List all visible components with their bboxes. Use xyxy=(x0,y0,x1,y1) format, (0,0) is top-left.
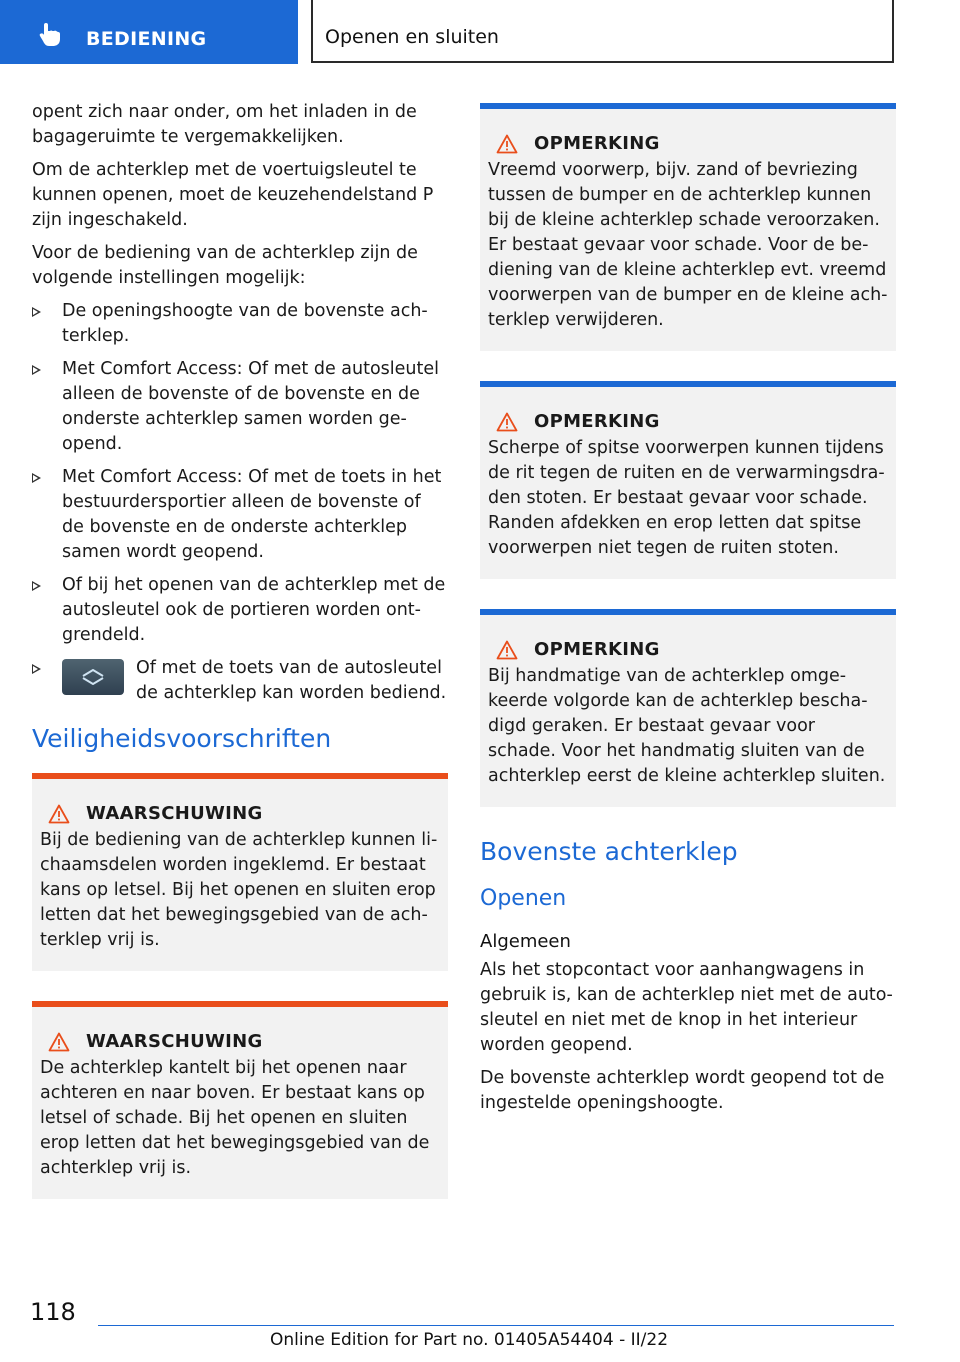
note-box xyxy=(480,381,896,579)
paragraph: Om de achterklep met de voertuigsleutel te kunnen openen, moet de keuzehendelstand P zijn ingeschakeld. xyxy=(32,160,434,230)
list-item xyxy=(32,573,448,648)
warning-title: WAARSCHUWING xyxy=(86,803,263,824)
hand-pointer-icon xyxy=(38,22,64,48)
paragraph: De bovenste achterklep wordt geopend tot de ingestelde openingshoogte. xyxy=(480,1068,885,1113)
minor-heading: Algemeen xyxy=(480,931,571,952)
page-number: 118 xyxy=(30,1298,76,1326)
bullet-arrow-icon xyxy=(32,473,41,483)
list-item-text: Of bij het openen van de achterklep met de autosleutel ook de portieren worden ontgrendeld. xyxy=(62,575,446,645)
bullet-arrow-icon xyxy=(32,365,41,375)
key-button-image xyxy=(62,659,124,695)
section-tab xyxy=(0,0,298,64)
list-item xyxy=(32,299,448,349)
list-item-text: Met Comfort Access: Of met de autosleutel alleen de bovenste of de bovenste en de onderste achterklep samen worden geopend. xyxy=(62,359,440,454)
edition-footer: Online Edition for Part no. 01405A54404 - II/22 xyxy=(270,1330,669,1350)
chapter-tab xyxy=(311,0,894,63)
bullet-arrow-icon xyxy=(32,581,41,591)
note-box xyxy=(480,103,896,351)
warning-triangle-icon xyxy=(496,134,518,154)
paragraph: Als het stopcontact voor aanhangwagens in gebruik is, kan de achterklep niet met de autosleutel en niet met de knop in het interieur worden geopend. xyxy=(480,960,893,1055)
right-column xyxy=(480,103,896,1124)
note-text: Scherpe of spitse voorwerpen kunnen tijdens de rit tegen de ruiten en de verwarmingsdraden stoten. Er bestaat gevaar voor schade. Randen afdekken en erop letten dat spitse voorwerpen niet tegen de ruiten stoten. xyxy=(488,438,885,558)
bullet-arrow-icon xyxy=(32,664,41,674)
list-item-text: Met Comfort Access: Of met de toets in het bestuurdersportier alleen de bovenste of de bovenste en de onderste achterklep samen wordt geopend. xyxy=(62,467,442,562)
warning-box xyxy=(32,1001,448,1199)
section-heading: Veiligheidsvoorschriften xyxy=(32,724,332,753)
warning-title: WAARSCHUWING xyxy=(86,1031,263,1052)
list-item xyxy=(32,656,448,706)
warning-triangle-icon xyxy=(496,412,518,432)
note-text: Bij handmatige van de achterklep omgekeerde volgorde kan de achterklep beschadigd geraken. Er bestaat gevaar voor schade. Voor het handmatig sluiten van de achterklep eerst de kleine achterklep sluiten. xyxy=(488,666,886,786)
warning-triangle-icon xyxy=(496,640,518,660)
subsection-heading: Openen xyxy=(480,886,567,911)
left-column xyxy=(32,100,448,1229)
list-item xyxy=(32,357,448,457)
section-label: BEDIENING xyxy=(86,28,207,50)
list-item-text: De openingshoogte van de bovenste achterklep. xyxy=(62,301,428,346)
warning-text: Bij de bediening van de achterklep kunnen lichaamsdelen worden ingeklemd. Er bestaat kans op letsel. Bij het openen en sluiten erop letten dat het bewegingsgebied van de achterklep vrij is. xyxy=(40,830,438,950)
warning-box xyxy=(32,773,448,971)
chapter-label: Openen en sluiten xyxy=(325,26,499,48)
list-item xyxy=(32,465,448,565)
list-item-text: Of met de toets van de autosleutel de achterklep kan worden bediend. xyxy=(136,658,447,703)
warning-triangle-icon xyxy=(48,1032,70,1052)
note-box xyxy=(480,609,896,807)
tailgate-chevrons-icon xyxy=(80,669,106,685)
note-title: OPMERKING xyxy=(534,411,660,432)
note-title: OPMERKING xyxy=(534,133,660,154)
footer-divider xyxy=(98,1325,894,1326)
warning-text: De achterklep kantelt bij het openen naar achteren en naar boven. Er bestaat kans op letsel of schade. Bij het openen en sluiten erop letten dat het bewegingsgebied van de achterklep vrij is. xyxy=(40,1058,430,1178)
warning-triangle-icon xyxy=(48,804,70,824)
note-title: OPMERKING xyxy=(534,639,660,660)
paragraph: opent zich naar onder, om het inladen in de bagageruimte te vergemakkelijken. xyxy=(32,102,417,147)
bullet-arrow-icon xyxy=(32,307,41,317)
section-heading: Bovenste achterklep xyxy=(480,837,738,866)
paragraph: Voor de bediening van de achterklep zijn de volgende instellingen mogelijk: xyxy=(32,243,418,288)
note-text: Vreemd voorwerp, bijv. zand of bevriezing tussen de bumper en de achterklep kunnen bij de kleine achterklep schade veroorzaken. Er bestaat gevaar voor schade. Voor de bediening van de kleine achterklep evt. vreemd voorwerpen van de bumper en de kleine achterklep verwijderen. xyxy=(488,160,888,330)
settings-list xyxy=(32,299,448,706)
